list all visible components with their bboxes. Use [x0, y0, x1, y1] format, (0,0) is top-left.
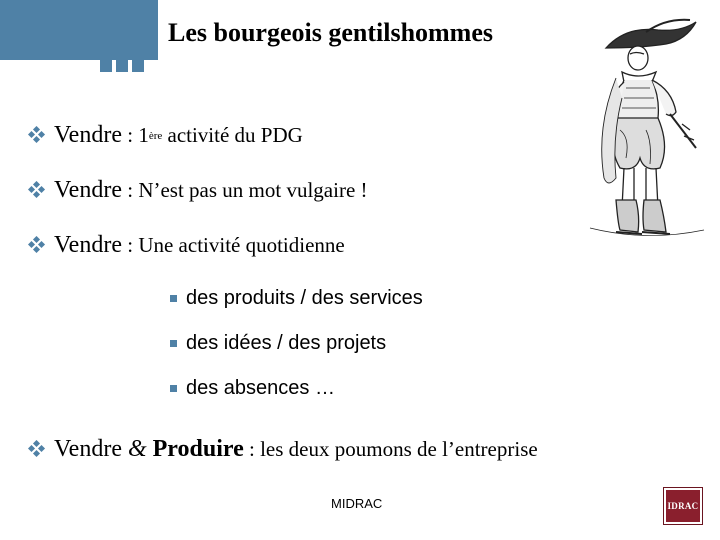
- bullet-keyword: Vendre: [54, 436, 122, 462]
- bullet-text: N’est pas un mot vulgaire !: [138, 178, 368, 202]
- bullet-item: [28, 122, 303, 149]
- musketeer-illustration: [586, 18, 708, 244]
- diamond-bullet-icon: [28, 440, 46, 458]
- header-decor-square: [132, 60, 144, 72]
- slide-title: Les bourgeois gentilshommes: [168, 18, 493, 47]
- header-decor-block: [0, 0, 158, 60]
- bullet-keyword: Vendre: [54, 232, 122, 258]
- diamond-bullet-icon: [28, 236, 46, 254]
- header-decor-square: [116, 60, 128, 72]
- sub-bullet-text: des produits / des services: [186, 287, 423, 309]
- diamond-bullet-icon: [28, 181, 46, 199]
- sub-bullet-item: [170, 377, 335, 400]
- sub-bullet-item: [170, 332, 386, 355]
- footer-text: MIDRAC: [331, 496, 383, 511]
- bullet-text: activité du PDG: [162, 123, 303, 147]
- bullet-number: 1: [138, 123, 149, 147]
- bullet-text: : les deux poumons de l’entreprise: [243, 437, 538, 461]
- bullet-separator: :: [121, 233, 139, 257]
- idrac-logo: [663, 487, 703, 525]
- bullet-item: [28, 177, 368, 204]
- sub-bullet-item: [170, 287, 423, 310]
- bullet-separator: :: [121, 123, 139, 147]
- square-bullet-icon: [170, 340, 177, 347]
- bullet-superscript: ère: [148, 130, 163, 142]
- diamond-bullet-icon: [28, 126, 46, 144]
- sub-bullet-text: des absences …: [186, 377, 335, 399]
- logo-text: IDRAC: [666, 490, 700, 522]
- bullet-item: [28, 436, 538, 463]
- bullet-keyword: Vendre: [54, 177, 122, 203]
- bullet-separator: :: [121, 178, 139, 202]
- bullet-item: [28, 232, 345, 259]
- sub-bullet-text: des idées / des projets: [186, 332, 387, 354]
- bullet-ampersand: &: [121, 436, 153, 462]
- bullet-text: Une activité quotidienne: [138, 233, 345, 257]
- header-decor-square: [100, 60, 112, 72]
- bullet-keyword: Produire: [152, 436, 244, 462]
- square-bullet-icon: [170, 295, 177, 302]
- square-bullet-icon: [170, 385, 177, 392]
- bullet-keyword: Vendre: [54, 122, 122, 148]
